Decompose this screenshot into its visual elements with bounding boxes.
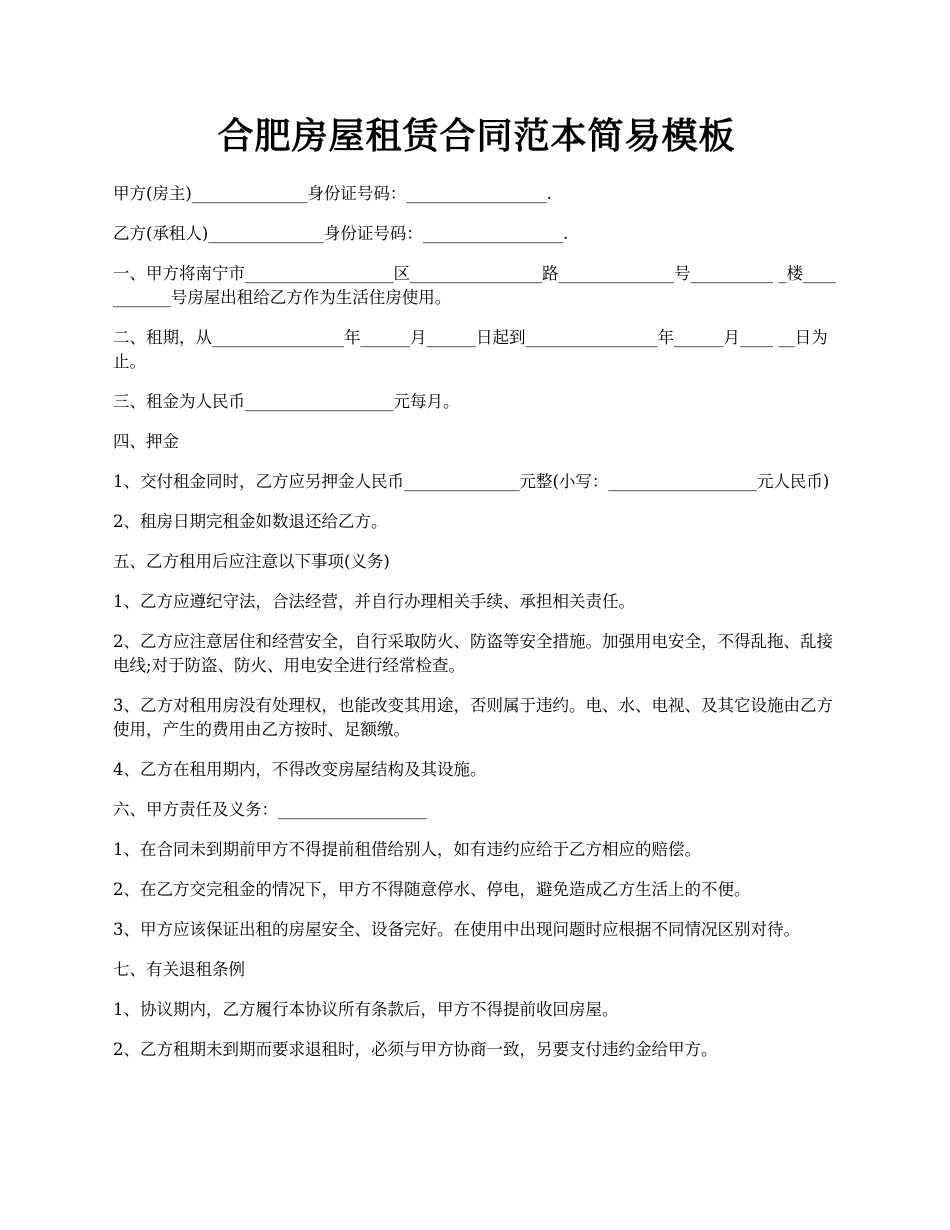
deposit-item-1: 1、交付租金同时，乙方应另押金人民币______________元整(小写：__________________元人民币) <box>113 472 830 491</box>
party-b-line: 乙方(承租人)______________身份证号码：_________________. <box>113 224 569 243</box>
clause-4-heading: 四、押金 <box>113 432 179 451</box>
landlord-duty-1: 1、在合同未到期前甲方不得提前租借给别人，如有违约应给于乙方相应的赔偿。 <box>113 840 701 859</box>
tenant-duty-1: 1、乙方应遵纪守法，合法经营，并自行办理相关手续、承担相关责任。 <box>113 592 635 611</box>
tenant-duty-3: 3、乙方对租用房没有处理权，也能改变其用途，否则属于违约。电、水、电视、及其它设施由乙方使用，产生的费用由乙方按时、足额缴。 <box>113 696 833 739</box>
landlord-duty-2: 2、在乙方交完租金的情况下，甲方不得随意停水、停电，避免造成乙方生活上的不便。 <box>113 880 751 899</box>
landlord-duty-3: 3、甲方应该保证出租的房屋安全、设备完好。在使用中出现问题时应根据不同情况区别对待。 <box>113 920 800 939</box>
tenant-duty-2: 2、乙方应注意居住和经营安全，自行采取防火、防盗等安全措施。加强用电安全，不得乱拖、乱接电线;对于防盗、防火、用电安全进行经常检查。 <box>113 632 833 675</box>
deposit-item-2: 2、租房日期完租金如数退还给乙方。 <box>113 512 388 531</box>
clause-7-heading: 七、有关退租条例 <box>113 960 245 979</box>
document-page <box>113 108 840 1078</box>
document-title: 合肥房屋租赁合同范本简易模板 <box>217 115 736 157</box>
clause-3-rent: 三、租金为人民币__________________元每月。 <box>113 392 460 411</box>
party-a-line: 甲方(房主)______________身份证号码：_________________. <box>113 184 552 203</box>
clause-2-term: 二、租期，从________________年______月______日起到________________年______月____ __日为止。 <box>113 328 828 371</box>
clause-6-heading: 六、甲方责任及义务：__________________ <box>113 800 427 819</box>
clause-5-heading: 五、乙方租用后应注意以下事项(义务) <box>113 552 390 571</box>
tenant-duty-4: 4、乙方在租用期内，不得改变房屋结构及其设施。 <box>113 760 487 779</box>
termination-item-1: 1、协议期内，乙方履行本协议所有条款后，甲方不得提前收回房屋。 <box>113 1000 619 1019</box>
termination-item-2: 2、乙方租期未到期而要求退租时，必须与甲方协商一致，另要支付违约金给甲方。 <box>113 1040 718 1059</box>
clause-1-premises: 一、甲方将南宁市__________________区________________路______________号__________ _楼___________号房屋出租给乙方作为生活住房使用。 <box>113 264 836 307</box>
